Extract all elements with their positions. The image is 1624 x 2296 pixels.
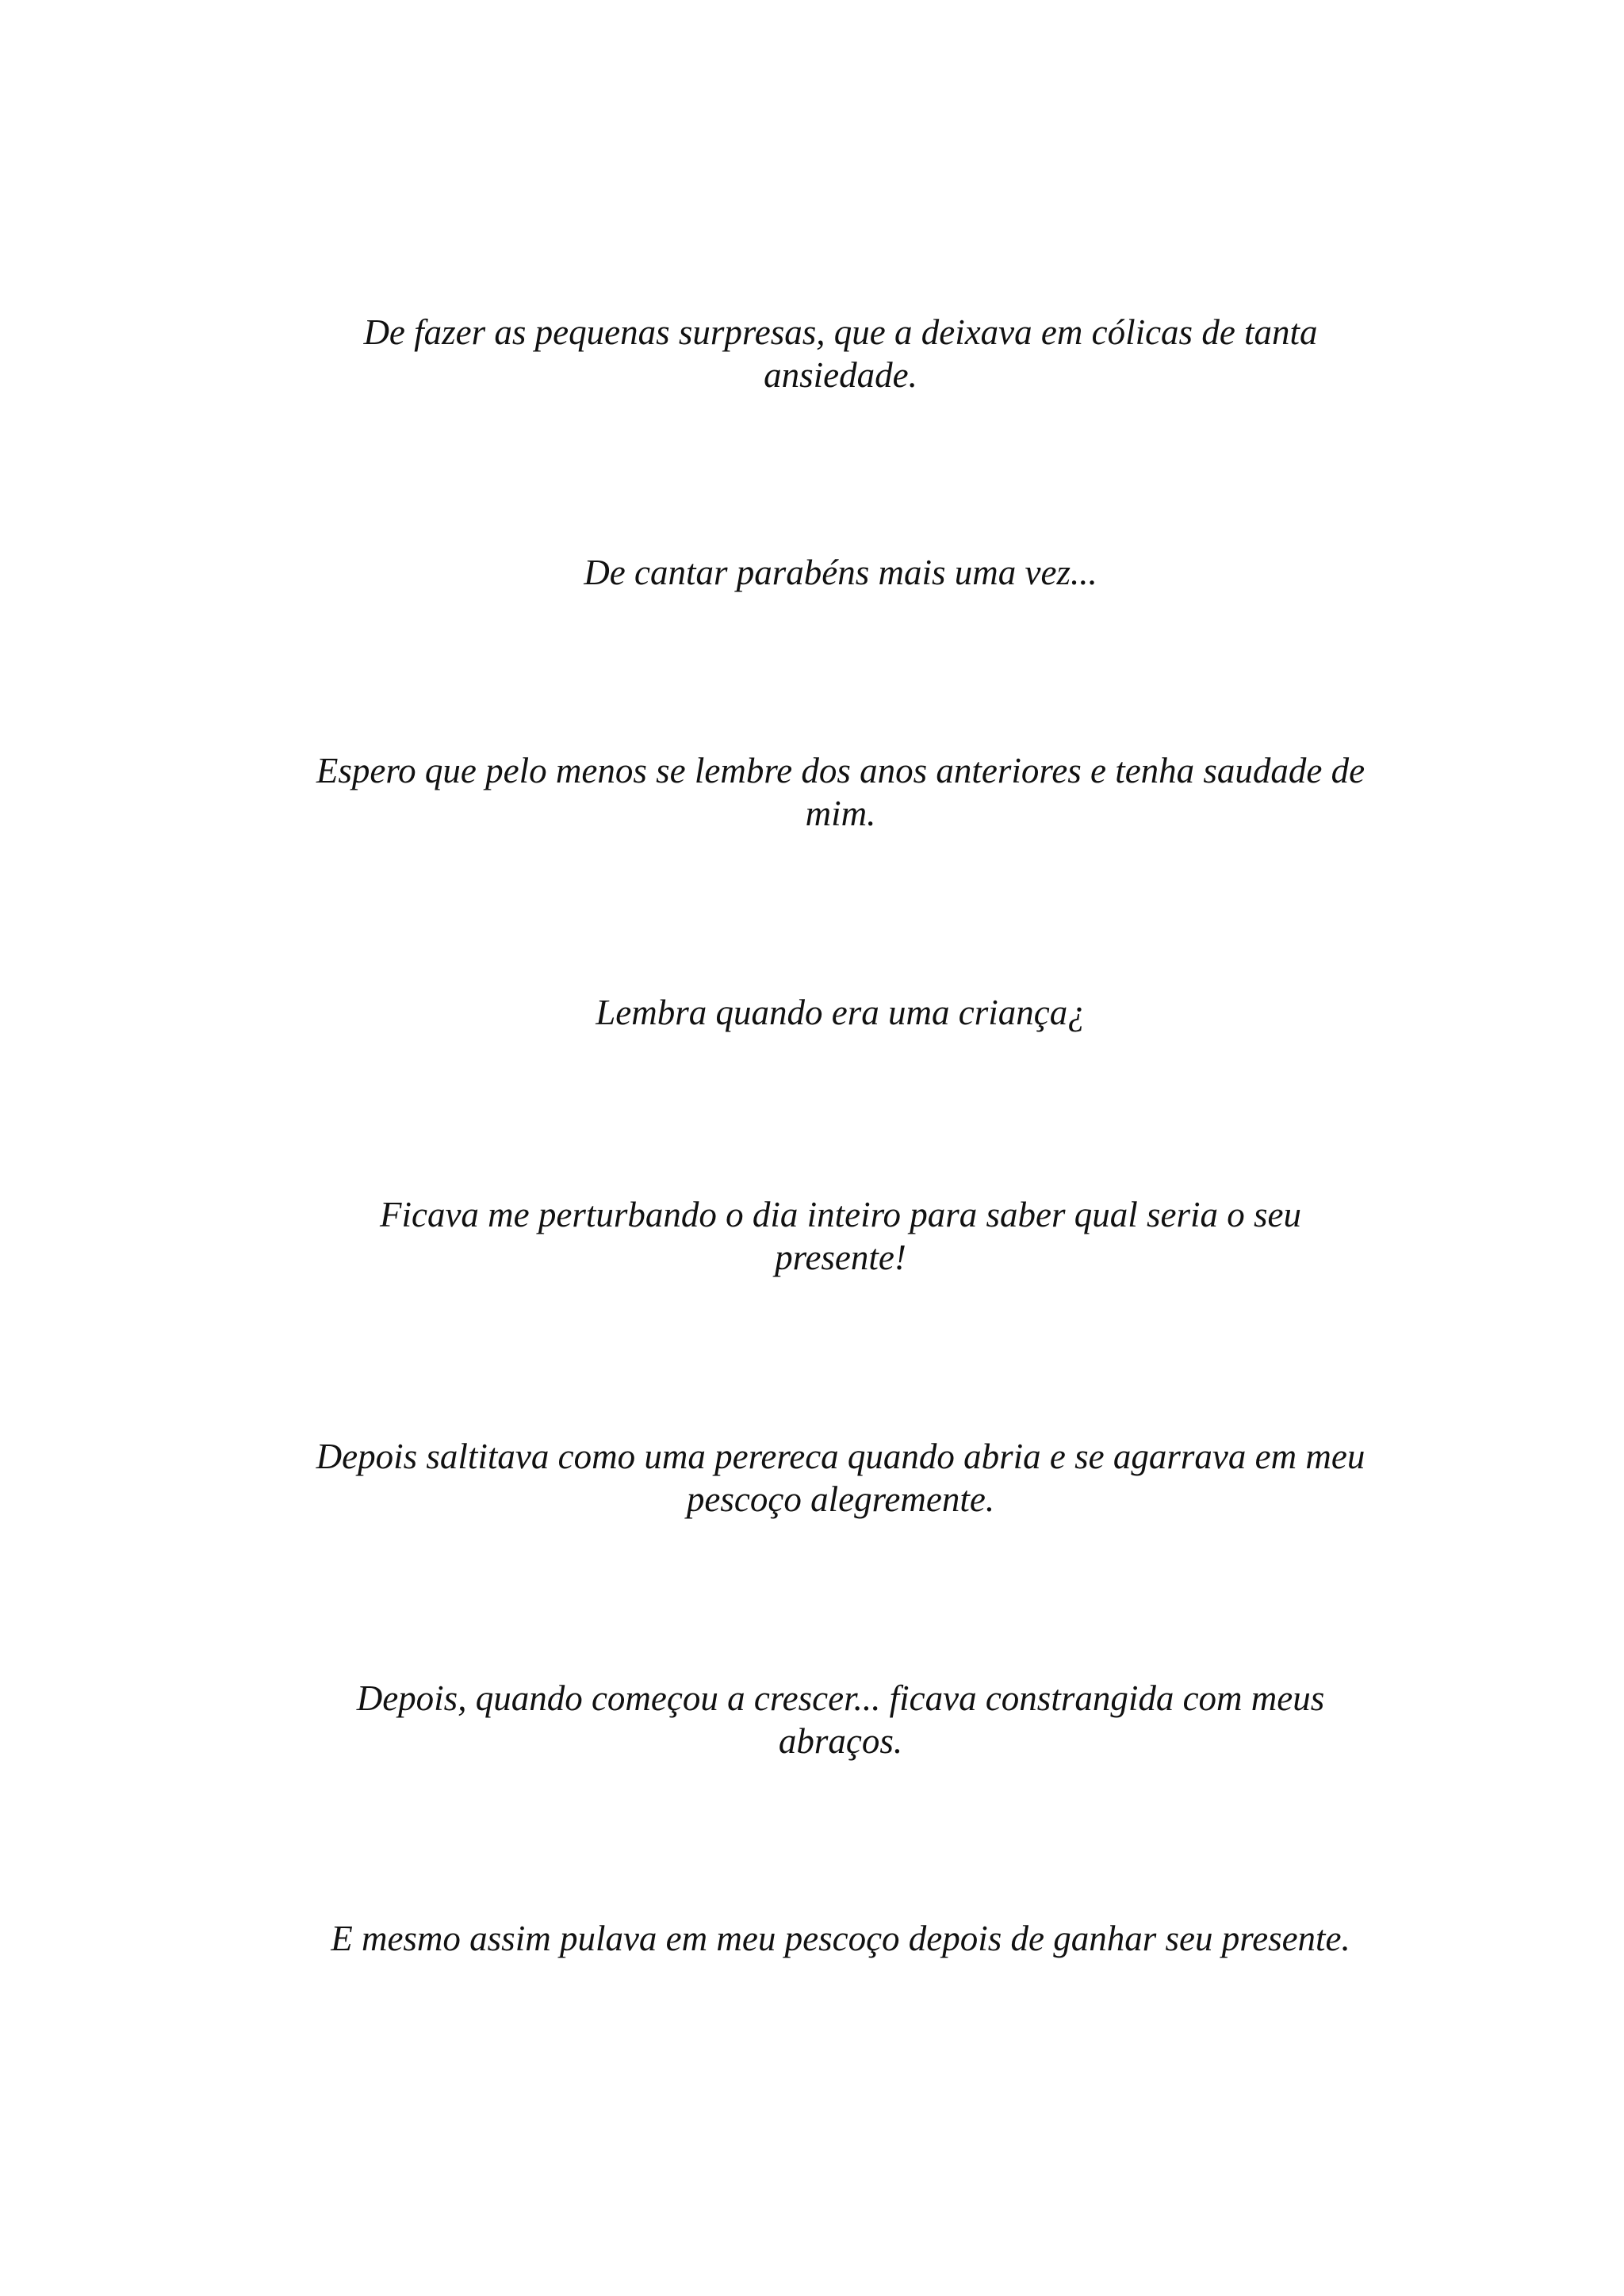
stanza-line: Lembra quando era uma criança¿ (596, 993, 1086, 1032)
stanza-line: ansiedade. (764, 355, 917, 395)
stanza-8 (293, 1917, 1388, 1960)
stanza-line: pescoço alegremente. (686, 1479, 995, 1519)
stanza-6 (293, 1435, 1388, 1521)
stanza-4 (293, 991, 1388, 1034)
stanza-5 (293, 1193, 1388, 1279)
stanza-line: Depois, quando começou a crescer... ficava constrangida com meus (356, 1678, 1325, 1718)
stanza-line: presente! (775, 1238, 906, 1277)
stanza-line: mim. (805, 794, 876, 833)
stanza-line: abraços. (778, 1721, 903, 1761)
stanza-1 (293, 311, 1388, 396)
stanza-line: Espero que pelo menos se lembre dos anos anteriores e tenha saudade de (316, 751, 1365, 790)
stanza-line: Ficava me perturbando o dia inteiro para saber qual seria o seu (380, 1195, 1301, 1234)
stanza-line: Depois saltitava como uma perereca quando abria e se agarrava em meu (316, 1437, 1365, 1476)
stanza-7 (293, 1677, 1388, 1762)
stanza-line: De fazer as pequenas surpresas, que a deixava em cólicas de tanta (363, 312, 1318, 352)
stanza-line: E mesmo assim pulava em meu pescoço depois de ganhar seu presente. (331, 1919, 1350, 1958)
stanza-2 (293, 551, 1388, 594)
stanza-3 (293, 749, 1388, 835)
stanza-line: De cantar parabéns mais uma vez... (584, 553, 1097, 592)
